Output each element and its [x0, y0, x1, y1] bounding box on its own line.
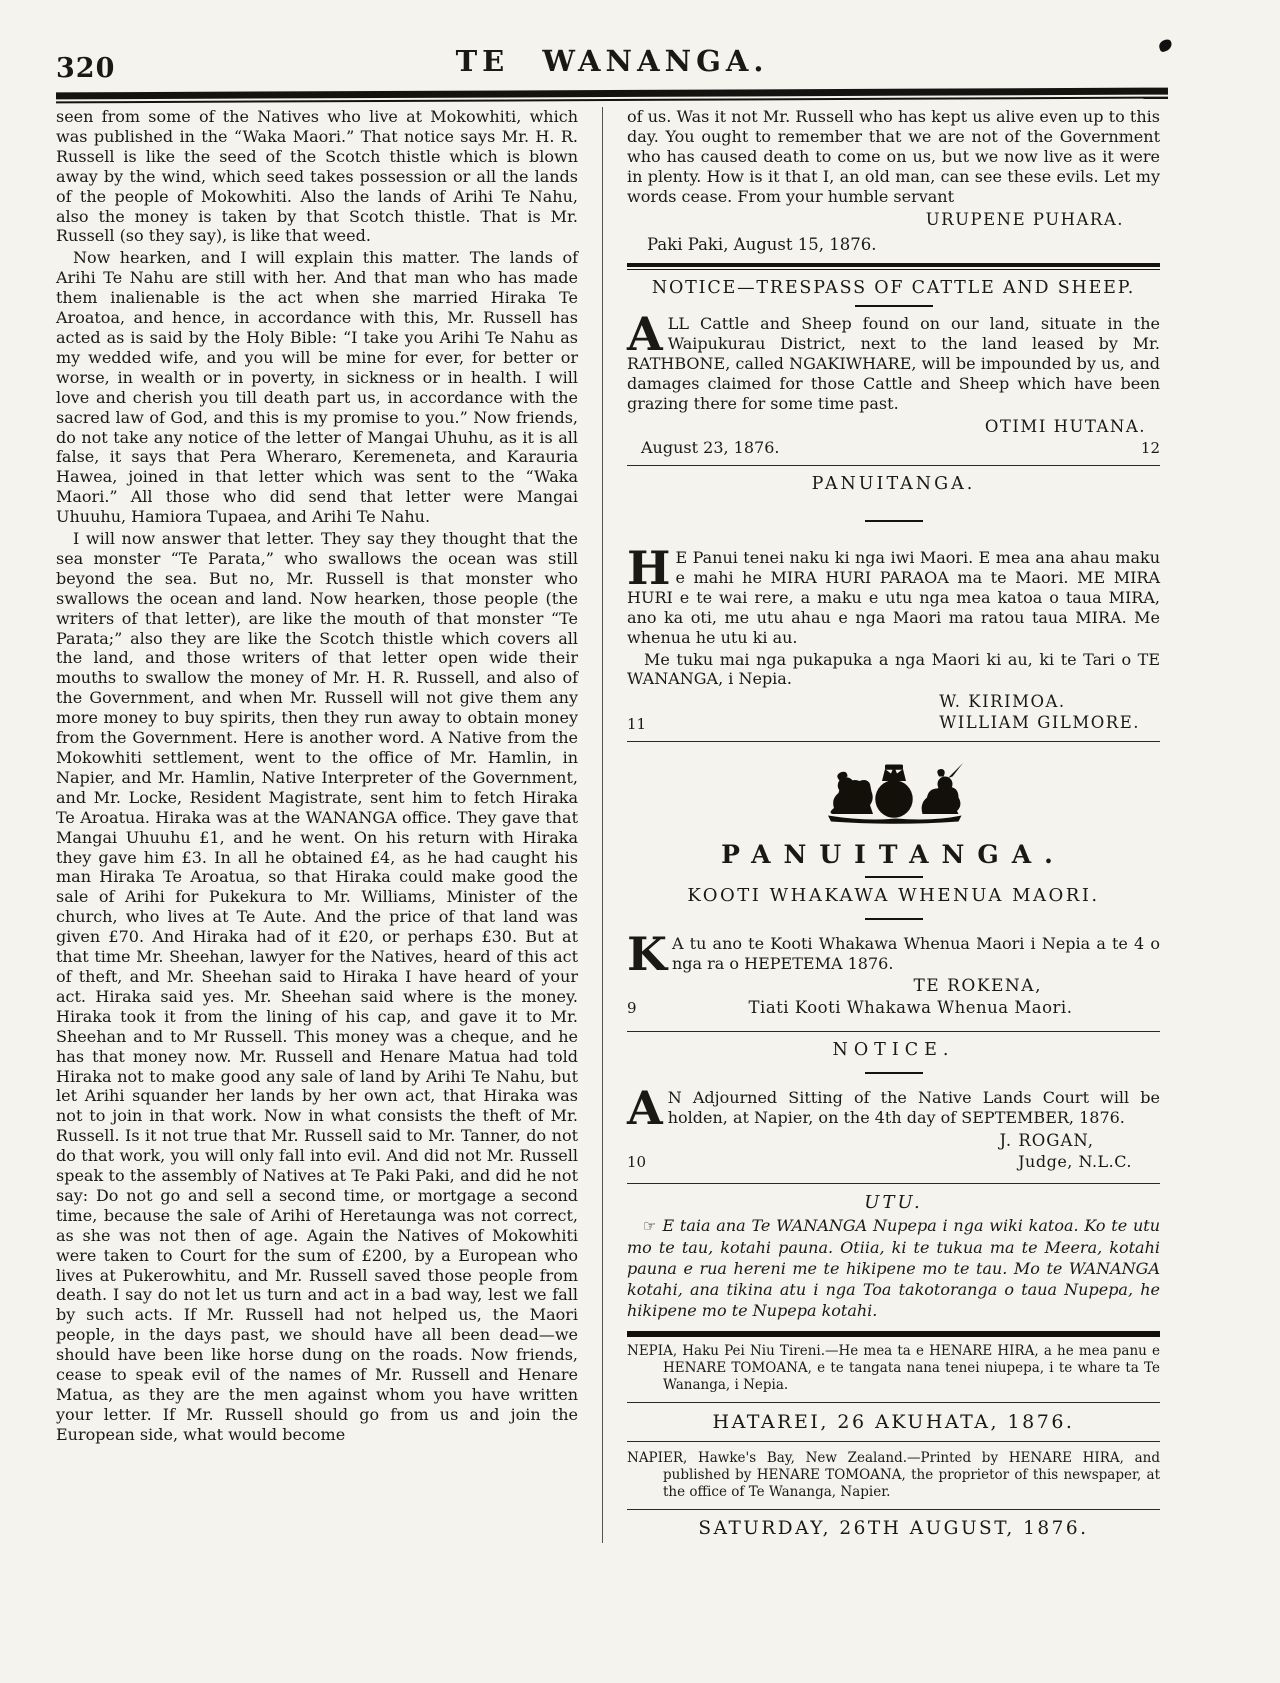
notice-date: August 23, 1876.	[641, 437, 780, 457]
short-rule	[855, 305, 933, 307]
court-text: A tu ano te Kooti Whakawa Whenua Maori i Nepia a te 4 o nga ra o HEPETEMA 1876.	[671, 934, 1160, 974]
section-rule	[627, 1031, 1160, 1032]
letter-end	[627, 107, 1160, 254]
utu-heading: UTU.	[864, 1192, 923, 1214]
notice-signature: OTIMI HUTANA.	[984, 416, 1146, 436]
notice-body	[627, 1081, 1160, 1136]
trespass-notice	[627, 278, 1160, 457]
notice-heading: NOTICE.	[832, 1040, 955, 1061]
court-title-row	[627, 998, 1160, 1017]
footer-rule	[627, 1331, 1160, 1337]
notice-heading: NOTICE—TRESPASS OF CATTLE AND SHEEP.	[651, 277, 1136, 298]
advert-number: 11	[627, 715, 647, 734]
adjourned-sitting-notice	[627, 1040, 1160, 1171]
letter-paragraph: Now hearken, and I will explain this matter. The lands of Arihi Te Nahu are still with her. And that man who has made them inalienable is the act when she married Hiraka Te Aroatoa, and hence, in accordance with this, Mr. Russell has acted as is said by the Holy Bible: “I take you Arihi Te Nahu as my wedded wife, and you will be mine for ever, for better or worse, in wealth or in poverty, in sickness or in health. I will love and cherish you till death part us, in accordance with the sacred law of God, and this is my promise to you.” Now friends, do not take any notice of the letter of Mangai Uhuhu, as it is all false, it says that Pera Wheraro, Keremeneta, and Karauria Hawea, joined in that letter which was sent to the “Waka Maori.” All those who did send that letter were Mangai Uhuuhu, Hamiora Tupaea, and Arihi Te Nahu.	[56, 248, 578, 527]
drop-cap: A	[627, 1081, 663, 1136]
judge-title: Tiati Kooti Whakawa Whenua Maori.	[748, 998, 1073, 1018]
drop-cap: K	[627, 927, 667, 982]
paper-title: TE WANANGA.	[455, 44, 769, 78]
page-number: 320	[56, 53, 116, 84]
panuitanga-text-2: Me tuku mai nga pukapuka a nga Maori ki au, ki te Tari o TE WANANGA, i Nepia.	[627, 649, 1160, 689]
drop-cap: A	[627, 306, 663, 361]
pointing-hand-icon: ☞	[643, 1217, 657, 1236]
court-body	[627, 927, 1160, 982]
panuitanga-text: E Panui tenei naku ki nga iwi Maori. E mea ana ahau maku e mahi he MIRA HURI PARAOA ma te Maori. ME MIRA HURI e te wai rere, a maku e utu nga mea katoa o taua MIRA, ano ka oti, me utu ahau e nga Maori ma ratou taua MIRA. Me whenua he utu ki au.	[627, 547, 1160, 647]
letter-paragraph: of us. Was it not Mr. Russell who has kept us alive even up to this day. You ought to remember that we are not of the Government who has caused death to come on us, but we now live as it were in plenty. How is it that I, an old man, can see these evils. Let my words cease. From your humble servant	[627, 107, 1160, 206]
signature-block	[939, 691, 1160, 733]
court-signature: TE ROKENA,	[913, 976, 1042, 997]
notice-role-row	[627, 1152, 1160, 1171]
advert-number: 12	[1140, 438, 1160, 457]
court-subheading: KOOTI WHAKAWA WHENUA MAORI.	[687, 885, 1100, 907]
notice-signature: J. ROGAN,	[999, 1131, 1094, 1151]
letter-paragraph: seen from some of the Natives who live at Mokowhiti, which was published in the “Waka Maori.” That notice says Mr. H. R. Russell is like the seed of the Scotch thistle which is blown away by the wind, which seed takes possession or all the lands of the people of Mokowhiti. Also the lands of Arihi Te Nahu, also the money is taken by that Scotch thistle. That is Mr. Russell (so they say), is like that weed.	[56, 107, 578, 246]
notice-body	[627, 306, 1160, 414]
section-rule	[627, 263, 1160, 270]
notice-date-row	[627, 438, 1160, 457]
royal-coat-of-arms-icon	[819, 754, 969, 826]
imprint-maori: NEPIA, Haku Pei Niu Tireni.—He mea ta e HENARE HIRA, a he mea panu e HENARE TOMOANA, e te tangata nana tenei niupepa, i te whare ta Te Wananga, i Nepia.	[627, 1343, 1160, 1394]
advert-number: 9	[627, 999, 637, 1018]
masthead	[56, 26, 1168, 88]
letter-dateline: Paki Paki, August 15, 1876.	[647, 234, 877, 254]
notice-text: LL Cattle and Sheep found on our land, situate in the Waipukurau District, next to the land leased by Mr. RATHBONE, called NGAKIWHARE, will be impounded by us, and damages claimed for those Cattle and Sheep which have been grazing there for some time past.	[627, 313, 1160, 413]
left-column	[56, 107, 602, 1543]
signature-english: WILLIAM GILMORE.	[939, 713, 1140, 733]
utu-text: E taia ana Te WANANGA Nupepa i nga wiki katoa. Ko te utu mo te tau, kotahi pauna. Otiia, ki te tukua ma te Meera, kotahi pauna e rua hereni me te hikipene mo te tau. Mo te WANANGA kotahi, ana tikina atu i nga Toa takotoranga o taua Nupepa, he hikipene mo te Nupepa kotahi.	[627, 1216, 1160, 1321]
short-rule	[865, 918, 923, 920]
panuitanga-body	[627, 540, 1160, 648]
right-column	[602, 107, 1160, 1543]
short-rule	[865, 520, 923, 522]
short-rule	[865, 1072, 923, 1074]
panuitanga-mill-notice	[627, 474, 1160, 734]
panuitanga-big-heading: PANUITANGA.	[721, 840, 1066, 870]
utu-body	[627, 1215, 1160, 1321]
panuitanga-court-notice	[627, 754, 1160, 1017]
signature-row	[627, 691, 1160, 733]
footer-rule	[627, 1441, 1160, 1442]
columns	[56, 107, 1168, 1543]
signature-maori: W. KIRIMOA.	[939, 692, 1066, 712]
footer-rule	[627, 1509, 1160, 1510]
short-rule	[865, 876, 923, 878]
letter-signature: URUPENE PUHARA.	[925, 209, 1124, 229]
judge-role: Judge, N.L.C.	[1018, 1152, 1132, 1172]
panuitanga-heading: PANUITANGA.	[811, 473, 976, 494]
utu-subscription-notice	[627, 1192, 1160, 1321]
issue-date-maori: HATAREI, 26 AKUHATA, 1876.	[712, 1411, 1075, 1434]
footer-rule	[627, 1402, 1160, 1403]
drop-cap: H	[627, 540, 671, 595]
section-rule	[627, 1183, 1160, 1184]
advert-number: 10	[627, 1153, 647, 1172]
crest-wrap	[627, 754, 1160, 830]
letter-paragraph: I will now answer that letter. They say they thought that the sea monster “Te Parata,” who swallows the ocean was still beyond the sea. But no, Mr. Russell is that monster who swallows the ocean and land. Now hearken, those people (the writers of that letter), are like the mouth of that monster “Te Parata;” also they are like the Scotch thistle which covers all the land, and those writers of that letter open wide their mouths to swallow the money of Mr. H. R. Russell, and also of the Government, and when Mr. Russell will not give them any more money to buy spirits, then they run away to obtain money from the Government. Here is another word. A Native from the Mokowhiti settlement, went to the office of Mr. Hamlin, in Napier, and Mr. Hamlin, Native Interpreter of the Government, and Mr. Locke, Resident Magistrate, sent him to fetch Hiraka Te Aroatua. Hiraka was at the WANANGA office. They gave that Mangai Uhuuhu £1, and he went. On his return with Hiraka they gave him £3. In all he obtained £4, as he had caught his man Hiraka Te Aroatua, so that Hiraka could make good the sale of Arihi for Pukekura to Mr. Williams, Minister of the church, who lives at Te Aute. And the price of that land was given £70. And Hiraka had of it £20, or perhaps £30. But at that time Mr. Sheehan, lawyer for the Natives, heard of this act of theft, and Mr. Sheehan said to Hiraka I have heard of your act. Hiraka said yes. Mr. Sheehan said where is the money. Hiraka took it from the lining of his cap, and gave it to Mr. Sheehan and to Mr Russell. This money was a cheque, and he has that money now. Mr. Russell and Henare Matua had told Hiraka not to make good any sale of land by Arihi Te Nahu, but let Arihi squander her lands by her own act, that Hiraka was not to join in that work. Now in what consists the theft of Mr. Russell. Is it not true that Mr. Russell said to Mr. Tanner, do not do that work, you will only fall into evil. And did not Mr. Russell speak to the assembly of Natives at Te Paki Paki, and did he not say: Do not go and sell a second time, or mortgage a second time, because the sale of Arihi of Heretaunga was not correct, as she was not then of age. Again the Natives of Mokowhiti were taken to Court for the sum of £200, by a European who lives at Pukerowhitu, and Mr. Russell saved those people from death. I say do not let us turn and act in a bad way, lest we fall by such acts. If Mr. Russell had not helped us, the Maori people, in the days past, we should have all been dead—we should have been like horse dung on the roads. Now friends, cease to speak evil of the names of Mr. Russell and Henare Matua, as they are the men against whom you have written your letter. If Mr. Russell should go from us and join the European side, what would become	[56, 529, 578, 1444]
section-rule	[627, 465, 1160, 466]
masthead-rule	[56, 88, 1168, 104]
imprint-english: NAPIER, Hawke's Bay, New Zealand.—Printed by HENARE HIRA, and published by HENARE TOMOANA, the proprietor of this newspaper, at the office of Te Wananga, Napier.	[627, 1450, 1160, 1501]
notice-text: N Adjourned Sitting of the Native Lands Court will be holden, at Napier, on the 4th day of SEPTEMBER, 1876.	[667, 1088, 1160, 1128]
issue-date-english: SATURDAY, 26TH AUGUST, 1876.	[698, 1518, 1089, 1540]
section-rule	[627, 741, 1160, 742]
